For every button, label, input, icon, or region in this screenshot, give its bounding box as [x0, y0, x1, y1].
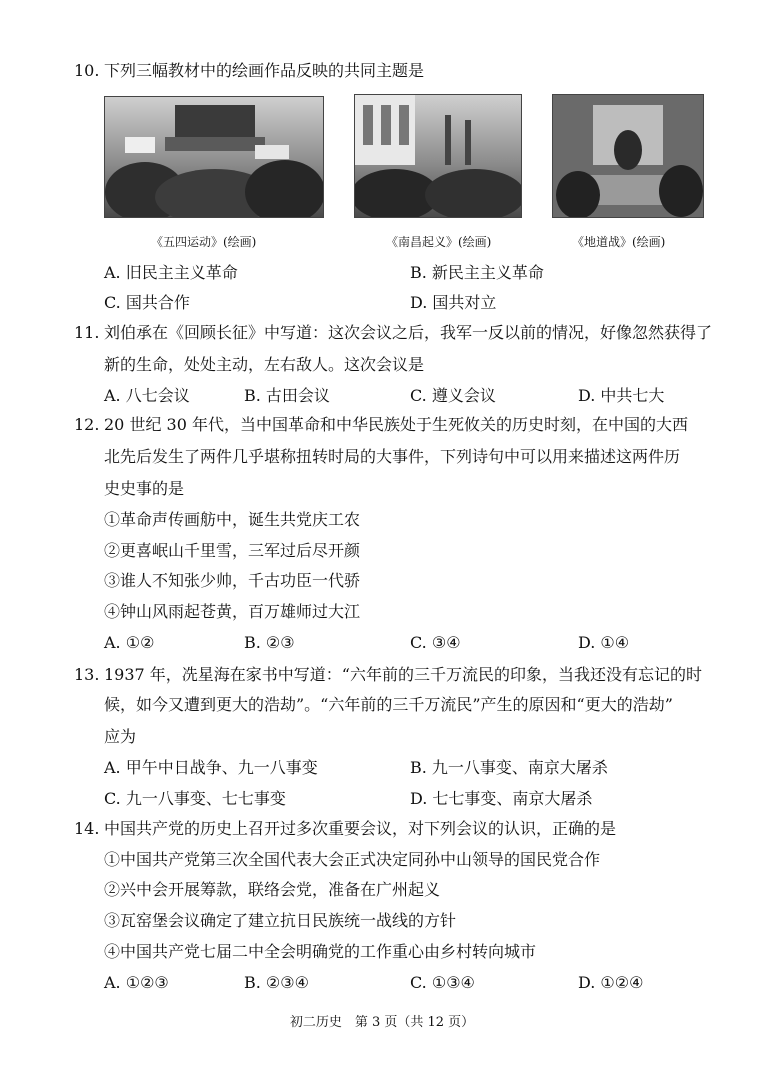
q10-number: 10.	[74, 61, 100, 80]
q12-stem-line-1: 20 世纪 30 年代，当中国革命和中华民族处于生死攸关的历史时刻，在中国的大西	[104, 415, 688, 434]
q12-item-4: ④钟山风雨起苍黄，百万雄师过大江	[104, 602, 361, 621]
q14-stem: 中国共产党的历史上召开过多次重要会议，对下列会议的认识，正确的是	[104, 819, 617, 838]
q13-stem-line-1: 1937 年，冼星海在家书中写道：“六年前的三千万流民的印象，当我还没有忘记的时	[104, 665, 702, 684]
q13-option-a: A. 甲午中日战争、九一八事变	[104, 758, 318, 777]
q10-option-c: C. 国共合作	[104, 293, 190, 312]
q10-caption-2: 《南昌起义》(绘画)	[386, 235, 492, 249]
q10-painting-3	[552, 94, 704, 218]
q14-option-c: C. ①③④	[410, 973, 475, 992]
q10-option-a: A. 旧民主主义革命	[104, 263, 238, 282]
q12-item-2: ②更喜岷山千里雪，三军过后尽开颜	[104, 541, 361, 560]
q14-item-3: ③瓦窑堡会议确定了建立抗日民族统一战线的方针	[104, 911, 457, 930]
q13-stem-line-2: 候，如今又遭到更大的浩劫”。“六年前的三千万流民”产生的原因和“更大的浩劫”	[104, 695, 673, 714]
q12-item-1: ①革命声传画舫中，诞生共党庆工农	[104, 510, 361, 529]
q14-number: 14.	[74, 819, 100, 838]
q14-item-4: ④中国共产党七届二中全会明确党的工作重心由乡村转向城市	[104, 942, 537, 961]
q12-stem-line-2: 北先后发生了两件几乎堪称扭转时局的大事件，下列诗句中可以用来描述这两件历	[104, 447, 681, 466]
q10-option-b: B. 新民主主义革命	[410, 263, 544, 282]
q11-option-d: D. 中共七大	[578, 386, 665, 405]
painting-1-art	[105, 97, 323, 217]
q13-option-d: D. 七七事变、南京大屠杀	[410, 789, 593, 808]
painting-2-art	[355, 95, 521, 217]
q13-option-c: C. 九一八事变、七七事变	[104, 789, 286, 808]
q12-option-d: D. ①④	[578, 633, 630, 652]
q13-stem-line-3: 应为	[104, 727, 137, 746]
q12-item-3: ③谁人不知张少帅，千古功臣一代骄	[104, 571, 361, 590]
q11-number: 11.	[74, 323, 100, 342]
q10-option-d: D. 国共对立	[410, 293, 497, 312]
q11-option-b: B. 古田会议	[244, 386, 330, 405]
q12-number: 12.	[74, 415, 100, 434]
q13-option-b: B. 九一八事变、南京大屠杀	[410, 758, 608, 777]
q12-option-c: C. ③④	[410, 633, 461, 652]
q11-stem-line-1: 刘伯承在《回顾长征》中写道：这次会议之后，我军一反以前的情况，好像忽然获得了	[104, 323, 713, 342]
q10-caption-1: 《五四运动》(绘画)	[151, 235, 257, 249]
q10-painting-1	[104, 96, 324, 218]
q12-option-a: A. ①②	[104, 633, 155, 652]
q11-option-c: C. 遵义会议	[410, 386, 496, 405]
page-footer: 初二历史 第 3 页（共 12 页）	[289, 1015, 475, 1030]
painting-3-art	[553, 95, 703, 217]
q10-painting-2	[354, 94, 522, 218]
q12-stem-line-3: 史史事的是	[104, 479, 185, 498]
q14-option-a: A. ①②③	[104, 973, 169, 992]
q10-caption-3: 《地道战》(绘画)	[572, 235, 666, 249]
q14-item-1: ①中国共产党第三次全国代表大会正式决定同孙中山领导的国民党合作	[104, 850, 601, 869]
q11-stem-line-2: 新的生命，处处主动，左右敌人。这次会议是	[104, 355, 425, 374]
q12-option-b: B. ②③	[244, 633, 295, 652]
q14-option-d: D. ①②④	[578, 973, 644, 992]
q14-item-2: ②兴中会开展筹款，联络会党，准备在广州起义	[104, 880, 441, 899]
q11-option-a: A. 八七会议	[104, 386, 190, 405]
q10-stem: 下列三幅教材中的绘画作品反映的共同主题是	[104, 61, 425, 80]
q14-option-b: B. ②③④	[244, 973, 309, 992]
q13-number: 13.	[74, 665, 100, 684]
